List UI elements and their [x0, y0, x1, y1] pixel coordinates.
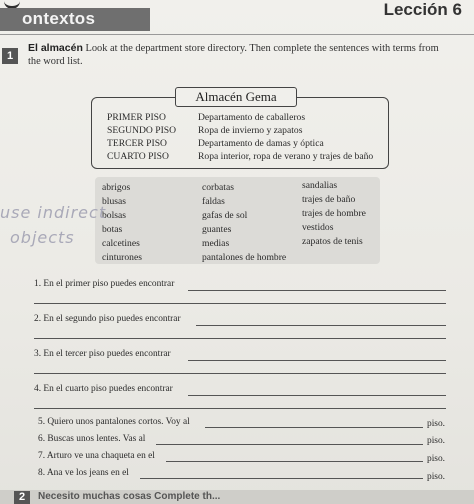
next-activity-number: 2: [14, 491, 30, 504]
directory-floor: SEGUNDO PISO: [107, 125, 177, 136]
section-title: ontextos: [22, 9, 96, 28]
directory-floor: CUARTO PISO: [107, 151, 169, 162]
word-item: gafas de sol: [202, 210, 248, 221]
word-item: blusas: [102, 196, 126, 207]
answer-blank[interactable]: [34, 303, 446, 304]
word-item: zapatos de tenis: [302, 236, 363, 247]
lesson-title: Lección 6: [383, 0, 462, 19]
answer-blank[interactable]: [205, 427, 423, 428]
activity-instructions: [28, 42, 448, 68]
word-item: vestidos: [302, 222, 334, 233]
answer-blank[interactable]: [188, 290, 446, 291]
answer-blank[interactable]: [166, 461, 423, 462]
word-item: medias: [202, 238, 230, 249]
next-activity-text: Necesito muchas cosas Complete th...: [38, 491, 221, 502]
word-item: corbatas: [202, 182, 234, 193]
handwritten-note: objects: [10, 228, 75, 247]
header-divider: [0, 34, 474, 35]
word-item: sandalias: [302, 180, 338, 191]
answer-blank[interactable]: [196, 325, 446, 326]
word-item: trajes de baño: [302, 194, 356, 205]
word-item: bolsas: [102, 210, 126, 221]
answer-blank[interactable]: [34, 338, 446, 339]
word-item: guantes: [202, 224, 232, 235]
word-item: calcetines: [102, 238, 140, 249]
answer-blank[interactable]: [34, 373, 446, 374]
answer-blank[interactable]: [140, 478, 423, 479]
handwritten-note: use indirect: [0, 203, 107, 222]
question-text: 7. Arturo ve una chaqueta en el: [38, 451, 155, 461]
directory-department: Ropa interior, ropa de verano y trajes de baño: [198, 151, 374, 162]
word-item: pantalones de hombre: [202, 252, 287, 263]
question-text: 2. En el segundo piso puedes encontrar: [34, 314, 181, 324]
question-text: 1. En el primer piso puedes encontrar: [34, 279, 175, 289]
answer-blank[interactable]: [188, 395, 446, 396]
activity-instructions-text: Look at the department store directory. Then complete the sentences with terms from the word list.: [28, 43, 439, 67]
answer-blank[interactable]: [188, 360, 446, 361]
word-item: abrigos: [102, 182, 131, 193]
question-text: 8. Ana ve los jeans en el: [38, 468, 129, 478]
question-text: 3. En el tercer piso puedes encontrar: [34, 349, 171, 359]
question-text: 5. Quiero unos pantalones cortos. Voy al: [38, 417, 190, 427]
directory-department: Departamento de caballeros: [198, 112, 306, 123]
question-text: 4. En el cuarto piso puedes encontrar: [34, 384, 173, 394]
word-item: botas: [102, 224, 123, 235]
directory-floor: TERCER PISO: [107, 138, 167, 149]
directory-department: Departamento de damas y óptica: [198, 138, 324, 149]
answer-blank[interactable]: [34, 408, 446, 409]
activity-number: 1: [2, 48, 18, 64]
word-item: trajes de hombre: [302, 208, 366, 219]
question-text: 6. Buscas unos lentes. Vas al: [38, 434, 146, 444]
directory-floor: PRIMER PISO: [107, 112, 166, 123]
activity-title: El almacén: [28, 42, 83, 54]
question-suffix: piso.: [427, 436, 445, 446]
question-suffix: piso.: [427, 472, 445, 482]
word-item: faldas: [202, 196, 225, 207]
question-suffix: piso.: [427, 419, 445, 429]
directory-title: Almacén Gema: [175, 87, 297, 107]
word-item: cinturones: [102, 252, 142, 263]
question-suffix: piso.: [427, 454, 445, 464]
directory-department: Ropa de invierno y zapatos: [198, 125, 303, 136]
answer-blank[interactable]: [156, 444, 423, 445]
